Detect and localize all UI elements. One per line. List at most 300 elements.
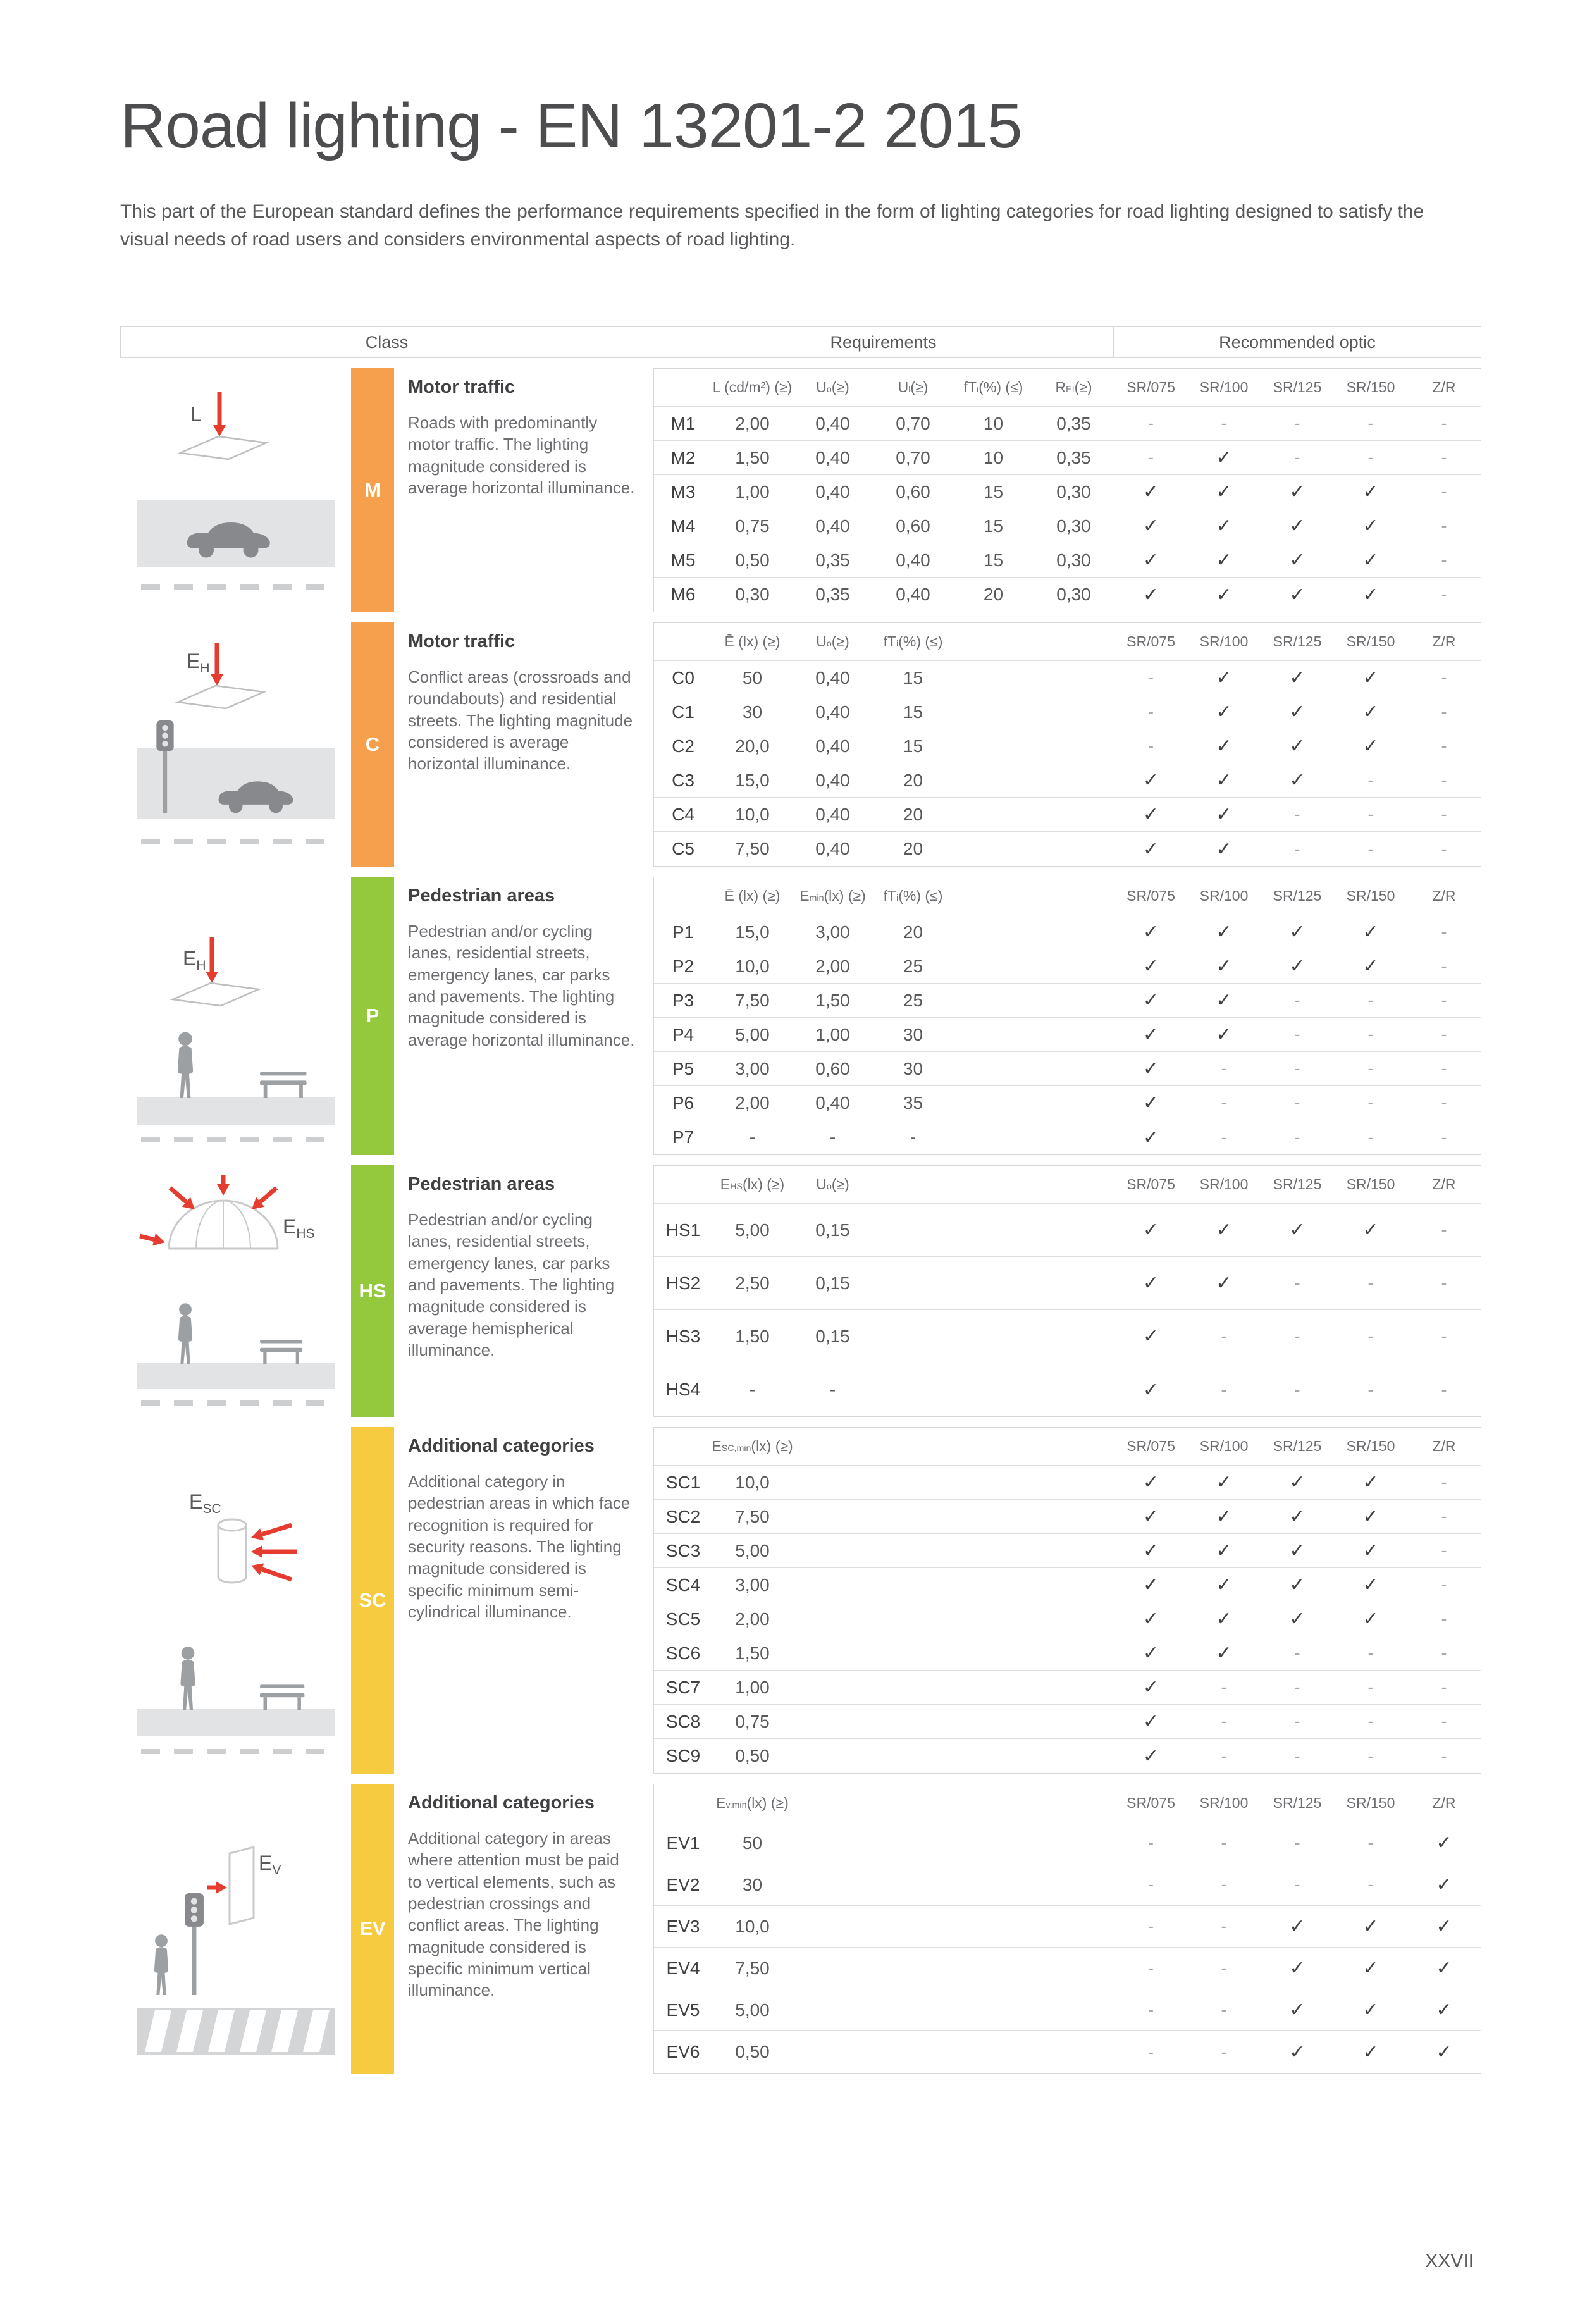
dash-icon: -: [1114, 1989, 1187, 2030]
check-icon: ✓: [1362, 584, 1379, 605]
table-row-p3: [654, 984, 1481, 1018]
check-icon: ✓: [1114, 1466, 1187, 1499]
check-icon: ✓: [1289, 1472, 1305, 1493]
value-cell: -: [749, 1380, 756, 1399]
value-cell: 3,00: [735, 1058, 770, 1079]
dash-icon: -: [1114, 729, 1187, 763]
optic-column-header: SR/125: [1273, 1438, 1322, 1454]
value-cell: 2,50: [735, 1273, 770, 1293]
check-icon: ✓: [1114, 1363, 1187, 1416]
table-section-m: [120, 368, 1483, 612]
requirement-column-header: E $_{v,min}$ (lx) (≥): [716, 1795, 789, 1811]
value-cell: [1034, 1705, 1114, 1738]
value-cell: 15: [983, 481, 1004, 502]
value-cell: 2,00: [815, 956, 850, 976]
value-cell: [953, 1257, 1034, 1309]
grid-header-row: [654, 877, 1481, 915]
value-cell: [1034, 1052, 1114, 1085]
class-letter: HS: [359, 1280, 386, 1302]
table-row-c5: [654, 832, 1481, 866]
value-cell: 5,00: [735, 2000, 770, 2020]
value-cell: 0,15: [815, 1273, 850, 1293]
row-label: EV2: [666, 1874, 700, 1894]
value-cell: 0,40: [815, 770, 850, 790]
table-row-m5: [654, 543, 1481, 578]
check-icon: ✓: [1289, 922, 1305, 943]
table-header-row: [120, 326, 1483, 358]
value-cell: 0,30: [1056, 481, 1091, 502]
value-cell: [953, 1363, 1034, 1416]
dash-icon: -: [1441, 1473, 1447, 1492]
check-icon: ✓: [1114, 832, 1187, 866]
value-cell: [953, 729, 1034, 763]
value-cell: 0,50: [735, 550, 770, 570]
dash-icon: -: [1294, 1875, 1300, 1894]
dash-icon: -: [1441, 414, 1447, 433]
value-cell: -: [910, 1127, 917, 1147]
value-cell: [1034, 915, 1114, 949]
value-cell: [1034, 1568, 1114, 1602]
table-row-hs4: [654, 1363, 1481, 1416]
section-title: Motor traffic: [408, 631, 515, 652]
value-cell: [1034, 1864, 1114, 1905]
section-description: [394, 877, 653, 1155]
value-cell: 35: [903, 1092, 923, 1113]
dash-icon: -: [1441, 839, 1447, 858]
row-label: C4: [672, 804, 694, 824]
row-label: C3: [672, 770, 694, 790]
dash-icon: -: [1367, 1326, 1374, 1345]
optic-column-header: SR/150: [1346, 1176, 1395, 1192]
table-row-p1: [654, 915, 1481, 949]
value-cell: 0,70: [896, 447, 930, 467]
check-icon: ✓: [1436, 1874, 1452, 1895]
header-class: Class: [120, 326, 653, 358]
check-icon: ✓: [1436, 1916, 1452, 1937]
value-cell: 0,60: [896, 481, 930, 502]
check-icon: ✓: [1289, 1958, 1305, 1979]
check-icon: ✓: [1216, 1609, 1232, 1629]
dash-icon: -: [1441, 1541, 1447, 1560]
requirement-column-header: [1034, 1784, 1114, 1822]
check-icon: ✓: [1114, 1602, 1187, 1636]
check-icon: ✓: [1114, 1257, 1187, 1309]
requirement-column-header: [1034, 1166, 1114, 1203]
dash-icon: -: [1294, 1326, 1300, 1345]
dash-icon: -: [1114, 1948, 1187, 1989]
check-icon: ✓: [1362, 1506, 1379, 1527]
dash-icon: -: [1221, 1326, 1227, 1345]
dash-icon: -: [1294, 1127, 1300, 1147]
section-description: [394, 368, 653, 612]
value-cell: [953, 2031, 1034, 2073]
requirements-grid: [653, 1784, 1481, 2074]
value-cell: [873, 1671, 953, 1704]
value-cell: [953, 1864, 1034, 1905]
table-sections: [120, 368, 1483, 2074]
value-cell: 0,35: [1056, 447, 1091, 467]
row-label: P6: [672, 1092, 694, 1113]
illustration-vertical: [120, 1784, 351, 2074]
table-row-sc2: [654, 1500, 1481, 1534]
value-cell: [793, 1989, 873, 2030]
class-strip-m: [351, 368, 394, 612]
value-cell: 5,00: [735, 1024, 770, 1044]
value-cell: [1034, 1906, 1114, 1947]
table-row-ev3: [654, 1906, 1481, 1948]
value-cell: [873, 2031, 953, 2073]
dash-icon: -: [1441, 956, 1447, 975]
dash-icon: -: [1441, 668, 1447, 687]
grid-header-row: [654, 623, 1481, 661]
class-strip-c: [351, 622, 394, 867]
value-cell: [1034, 1602, 1114, 1636]
check-icon: ✓: [1216, 447, 1232, 468]
table-row-m1: [654, 407, 1481, 441]
empty-header-cell: [654, 877, 712, 915]
value-cell: [873, 1204, 953, 1256]
section-description-text: Additional category in pedestrian areas in which face recognition is required for security reasons. The lighting magnitude considered is specific minimum semi-cylindrical illuminance.: [408, 1472, 631, 1621]
value-cell: [953, 832, 1034, 866]
value-cell: [793, 1568, 873, 1602]
dash-icon: -: [1441, 1059, 1447, 1078]
value-cell: 0,70: [896, 413, 930, 433]
check-icon: ✓: [1114, 1204, 1187, 1256]
value-cell: [793, 1636, 873, 1670]
dash-icon: -: [1367, 770, 1374, 789]
dash-icon: -: [1441, 702, 1447, 721]
value-cell: 30: [742, 1874, 763, 1894]
dash-icon: -: [1441, 1678, 1447, 1697]
requirement-column-header: [873, 1784, 953, 1822]
table-row-sc6: [654, 1636, 1481, 1671]
optic-column-header: SR/075: [1114, 1784, 1187, 1822]
value-cell: [1034, 1822, 1114, 1864]
vertical-scene-icon: [128, 1793, 343, 2065]
value-cell: [873, 1466, 953, 1499]
value-cell: 0,30: [1056, 584, 1091, 604]
dash-icon: -: [1441, 991, 1447, 1010]
page-number: XXVII: [1425, 2251, 1474, 2271]
check-icon: ✓: [1362, 1916, 1379, 1937]
table-section-p: [120, 877, 1483, 1155]
dash-icon: -: [1441, 770, 1447, 789]
svg-text:ESC: $E_{SC}$: [188, 1490, 221, 1516]
value-cell: [1034, 984, 1114, 1017]
motor-scene-icon: [128, 373, 343, 607]
empty-header-cell: [654, 1166, 712, 1203]
dash-icon: -: [1367, 1093, 1374, 1112]
value-cell: -: [829, 1127, 836, 1147]
value-cell: 0,75: [735, 1711, 770, 1731]
requirement-column-header: [953, 1428, 1034, 1465]
check-icon: ✓: [1289, 516, 1305, 536]
illustration-motor: [120, 368, 351, 612]
requirement-column-header: [873, 1428, 953, 1465]
row-label: SC7: [665, 1677, 701, 1697]
dash-icon: -: [1367, 1833, 1374, 1852]
grid-header-row: [654, 1784, 1481, 1822]
dash-icon: -: [1294, 1746, 1300, 1765]
value-cell: 7,50: [735, 839, 770, 858]
row-label: EV3: [666, 1916, 700, 1936]
dash-icon: -: [1441, 1127, 1447, 1147]
value-cell: [1034, 1534, 1114, 1567]
dash-icon: -: [1441, 1507, 1447, 1526]
table-row-m6: [654, 578, 1481, 612]
value-cell: 2,00: [735, 1609, 770, 1629]
table-row-c4: [654, 798, 1481, 832]
row-label: C0: [672, 667, 694, 688]
optic-column-header: SR/125: [1273, 1176, 1322, 1192]
optic-column-header: SR/100: [1199, 1176, 1249, 1192]
check-icon: ✓: [1362, 516, 1379, 536]
value-cell: 15: [903, 667, 923, 688]
value-cell: [793, 1534, 873, 1567]
table-row-ev2: [654, 1864, 1481, 1906]
value-cell: [953, 1906, 1034, 1947]
hemispherical-scene-icon: [128, 1173, 343, 1410]
requirement-column-header: [793, 1428, 873, 1465]
table-row-sc9: [654, 1739, 1481, 1773]
section-description: [394, 1427, 653, 1774]
dash-icon: -: [1441, 1575, 1447, 1594]
row-label: P4: [672, 1024, 694, 1044]
check-icon: ✓: [1114, 1120, 1187, 1154]
table-row-hs3: [654, 1310, 1481, 1363]
check-icon: ✓: [1114, 509, 1187, 543]
value-cell: 25: [903, 956, 923, 976]
value-cell: [793, 1739, 873, 1773]
check-icon: ✓: [1114, 949, 1187, 983]
requirement-column-header: [953, 1784, 1034, 1822]
check-icon: ✓: [1436, 2041, 1452, 2063]
illustration-semicylindrical: [120, 1427, 351, 1774]
check-icon: ✓: [1289, 584, 1305, 605]
row-label: M4: [670, 516, 696, 536]
optic-column-header: Z/R: [1432, 1795, 1456, 1811]
value-cell: [873, 1636, 953, 1670]
check-icon: ✓: [1216, 1220, 1232, 1240]
value-cell: 30: [903, 1024, 923, 1044]
empty-header-cell: [654, 1784, 712, 1822]
check-icon: ✓: [1216, 481, 1232, 502]
dash-icon: -: [1441, 1643, 1447, 1662]
intro-paragraph: This part of the European standard defines the performance requirements specified in the form of lighting categories for road lighting designed to satisfy the visual needs of road users and considers environmental aspects of road lighting.: [120, 201, 1424, 250]
value-cell: 0,40: [815, 667, 850, 688]
check-icon: ✓: [1362, 2041, 1379, 2063]
requirement-column-header: Ē (lx) (≥): [724, 633, 781, 650]
dash-icon: -: [1114, 2031, 1187, 2073]
dash-icon: -: [1441, 1025, 1447, 1044]
table-row-hs2: [654, 1257, 1481, 1310]
check-icon: ✓: [1114, 984, 1187, 1017]
svg-text:EV: $E_V$: [258, 1851, 281, 1877]
check-icon: ✓: [1216, 550, 1232, 571]
value-cell: [1034, 763, 1114, 797]
dash-icon: -: [1221, 1127, 1227, 1147]
dash-icon: -: [1367, 839, 1374, 858]
value-cell: 0,40: [815, 736, 850, 756]
check-icon: ✓: [1216, 516, 1232, 536]
dash-icon: -: [1441, 550, 1447, 569]
row-label: SC1: [665, 1472, 701, 1492]
check-icon: ✓: [1216, 1472, 1232, 1493]
value-cell: [953, 1822, 1034, 1864]
svg-text:L: L: [190, 403, 202, 426]
row-label: M6: [670, 584, 696, 604]
value-cell: 15: [983, 516, 1004, 536]
dash-icon: -: [1221, 1875, 1227, 1894]
check-icon: ✓: [1289, 736, 1305, 757]
check-icon: ✓: [1216, 770, 1232, 791]
check-icon: ✓: [1216, 838, 1232, 860]
requirement-column-header: [1034, 623, 1114, 660]
value-cell: [873, 1568, 953, 1602]
table-row-ev1: [654, 1822, 1481, 1864]
dash-icon: -: [1367, 991, 1374, 1010]
dash-icon: -: [1221, 1746, 1227, 1765]
value-cell: [793, 1671, 873, 1704]
header-recommended-optic: Recommended optic: [1114, 326, 1481, 358]
dash-icon: -: [1221, 1833, 1227, 1852]
check-icon: ✓: [1362, 1220, 1379, 1240]
dash-icon: -: [1294, 805, 1300, 824]
section-title: Pedestrian areas: [408, 1174, 555, 1194]
value-cell: 20: [903, 922, 923, 942]
row-label: SC3: [665, 1540, 701, 1561]
requirement-column-header: [953, 877, 1034, 915]
check-icon: ✓: [1362, 550, 1379, 571]
grid-header-row: [654, 369, 1481, 407]
table-section-ev: [120, 1784, 1483, 2074]
requirements-grid: [653, 368, 1481, 612]
requirement-column-header: [1034, 877, 1114, 915]
table-row-m4: [654, 509, 1481, 543]
check-icon: ✓: [1362, 1958, 1379, 1979]
value-cell: [873, 1363, 953, 1416]
value-cell: 3,00: [815, 922, 850, 942]
section-description: [394, 1784, 653, 2074]
value-cell: 0,40: [815, 447, 850, 467]
value-cell: [793, 1500, 873, 1533]
check-icon: ✓: [1216, 1574, 1232, 1595]
check-icon: ✓: [1362, 702, 1379, 722]
dash-icon: -: [1441, 1220, 1447, 1239]
requirement-column-header: E $_{SC,min}$ (lx) (≥): [712, 1438, 793, 1454]
value-cell: 0,50: [735, 1746, 770, 1765]
table-row-sc4: [654, 1568, 1481, 1602]
value-cell: [1034, 1989, 1114, 2030]
check-icon: ✓: [1289, 1609, 1305, 1629]
check-icon: ✓: [1114, 475, 1187, 509]
requirement-column-header: U $_o$ (≥): [816, 1176, 849, 1192]
check-icon: ✓: [1289, 702, 1305, 722]
dash-icon: -: [1441, 805, 1447, 824]
check-icon: ✓: [1216, 584, 1232, 605]
value-cell: [1034, 1018, 1114, 1051]
value-cell: [793, 1466, 873, 1499]
dash-icon: -: [1441, 1093, 1447, 1112]
check-icon: ✓: [1289, 550, 1305, 571]
row-label: SC8: [665, 1711, 701, 1731]
requirement-column-header: [1034, 1428, 1114, 1465]
table-row-ev4: [654, 1948, 1481, 1989]
check-icon: ✓: [1362, 1574, 1379, 1595]
dash-icon: -: [1221, 1958, 1227, 1977]
value-cell: 1,50: [735, 447, 770, 467]
check-icon: ✓: [1216, 956, 1232, 977]
value-cell: [953, 798, 1034, 831]
value-cell: 0,40: [896, 550, 930, 570]
value-cell: [953, 763, 1034, 797]
dash-icon: -: [1221, 1380, 1227, 1399]
table-row-c3: [654, 763, 1481, 798]
optic-column-header: SR/075: [1114, 369, 1187, 406]
table-row-sc3: [654, 1534, 1481, 1568]
row-label: P3: [672, 990, 694, 1010]
value-cell: [873, 1310, 953, 1363]
check-icon: ✓: [1114, 915, 1187, 949]
check-icon: ✓: [1289, 770, 1305, 791]
dash-icon: -: [1294, 1643, 1300, 1662]
class-strip-hs: [351, 1165, 394, 1417]
section-title: Pedestrian areas: [408, 886, 555, 906]
check-icon: ✓: [1216, 1506, 1232, 1527]
optic-column-header: SR/075: [1114, 1428, 1187, 1465]
value-cell: 30: [742, 702, 763, 722]
value-cell: 15: [903, 736, 923, 756]
check-icon: ✓: [1436, 1833, 1452, 1853]
table-row-ev5: [654, 1989, 1481, 2031]
check-icon: ✓: [1216, 1643, 1232, 1664]
value-cell: [953, 984, 1034, 1017]
section-title: Motor traffic: [408, 377, 515, 397]
empty-header-cell: [654, 369, 712, 406]
check-icon: ✓: [1114, 1671, 1187, 1704]
conflict-scene-icon: [128, 627, 343, 862]
class-strip-sc: [351, 1427, 394, 1774]
value-cell: [793, 1705, 873, 1738]
section-description: [394, 1165, 653, 1417]
check-icon: ✓: [1289, 2041, 1305, 2063]
row-label: EV6: [666, 2042, 700, 2061]
value-cell: 20: [903, 804, 923, 824]
check-icon: ✓: [1114, 1636, 1187, 1670]
check-icon: ✓: [1289, 667, 1305, 688]
table-row-sc7: [654, 1671, 1481, 1705]
value-cell: 20: [983, 584, 1004, 604]
dash-icon: -: [1294, 448, 1300, 467]
value-cell: [873, 1822, 953, 1864]
row-label: M1: [670, 413, 696, 433]
table-row-m2: [654, 441, 1481, 475]
requirement-column-header: fT $_i$ (%) (≤): [963, 379, 1023, 395]
dash-icon: -: [1114, 1822, 1187, 1864]
section-description: [394, 622, 653, 867]
requirement-column-header: [793, 1784, 873, 1822]
dash-icon: -: [1221, 2042, 1227, 2061]
row-label: HS3: [665, 1326, 701, 1346]
row-label: C1: [672, 702, 694, 722]
grid-header-row: [654, 1166, 1481, 1204]
dash-icon: -: [1367, 1643, 1374, 1662]
dash-icon: -: [1221, 1917, 1227, 1936]
value-cell: 7,50: [735, 990, 770, 1010]
value-cell: [1034, 1948, 1114, 1989]
value-cell: 0,15: [815, 1326, 850, 1346]
dash-icon: -: [1114, 407, 1187, 440]
